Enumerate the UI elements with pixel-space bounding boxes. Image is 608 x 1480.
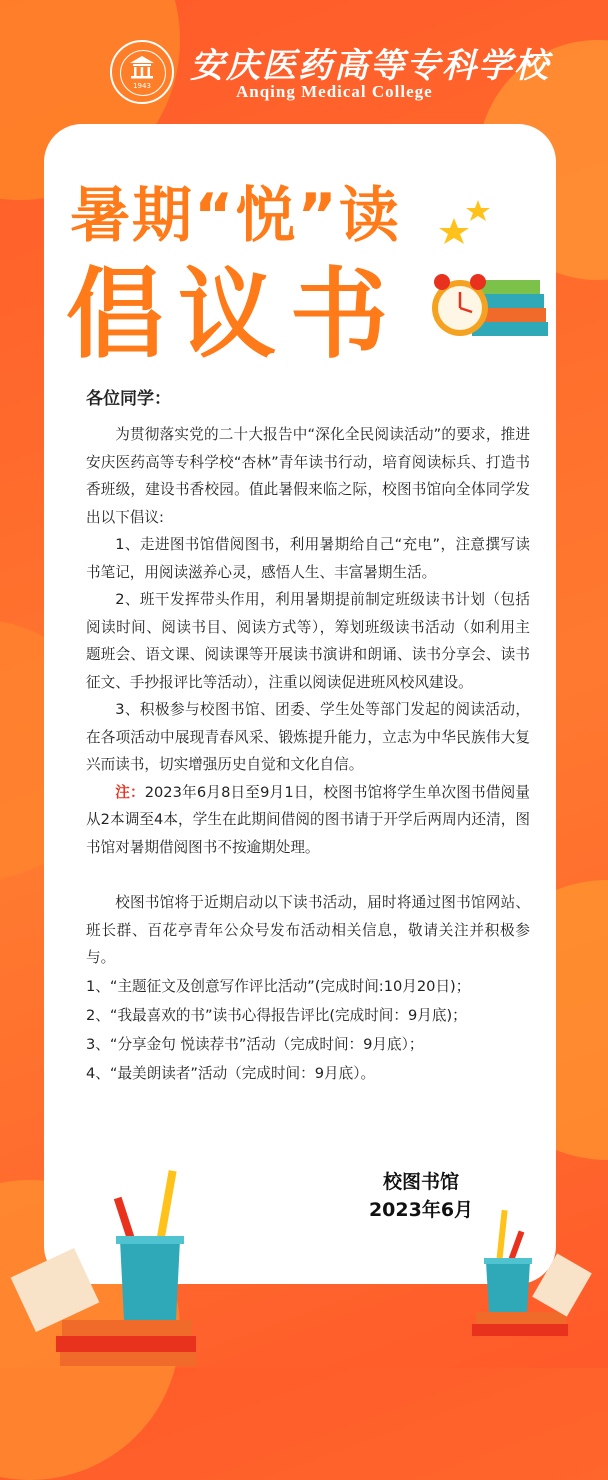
activity-item: 3、“分享金句 悦读荐书”活动（完成时间：9月底）；	[86, 1035, 424, 1053]
paragraph-item1: 1、走进图书馆借阅图书，利用暑期给自己“充电”，注意撰写读书笔记，用阅读滋养心灵，感悟人生、丰富暑期生活。	[86, 536, 530, 581]
book-icon	[476, 1312, 566, 1324]
paragraph-note	[86, 779, 530, 862]
title-line1: 暑期“悦”读	[70, 181, 401, 251]
book-icon	[56, 1336, 196, 1352]
college-name-en: Anqing Medical College	[236, 82, 433, 101]
signature-date: 2023年6月	[368, 1199, 474, 1221]
greeting: 各位同学：	[86, 389, 171, 409]
pencil-cup-icon	[486, 1262, 530, 1312]
open-book-icon	[532, 1253, 592, 1316]
college-name-cn: 安庆医药高等专科学校	[190, 46, 550, 86]
book-icon	[62, 1320, 192, 1336]
paragraph-item3: 3、积极参与校图书馆、团委、学生处等部门发起的阅读活动，在各项活动中展现青春风采、锻炼提升能力，立志为中华民族伟大复兴而读书，切实增强历史自觉和文化自信。	[86, 701, 530, 773]
paragraph-intro: 为贯彻落实党的二十大报告中“深化全民阅读活动”的要求，推进安庆医药高等专科学校“杏林”青年读书行动，培育阅读标兵、打造书香班级，建设书香校园。值此暑假来临之际，校图书馆向全体同学发出以下倡议:	[86, 426, 530, 526]
book-icon	[472, 1324, 568, 1336]
pagoda-icon	[128, 56, 156, 80]
signature	[356, 1168, 486, 1224]
title-line2: 倡议书	[66, 258, 403, 372]
signature-org: 校图书馆	[382, 1171, 459, 1193]
note-text: 2023年6月8日至9月1日，校图书馆将学生单次图书借阅量从2本调至4本，学生在此期间借阅的图书请于开学后两周内还清，图书馆对暑期借阅图书不按逾期处理。	[86, 783, 530, 856]
clock-books-illustration	[430, 186, 550, 356]
book-icon	[480, 280, 540, 294]
pencil-cup-illustration	[470, 1200, 600, 1340]
seal-year: 1943	[133, 82, 151, 90]
star-icon	[466, 200, 490, 221]
note-label: 注：	[115, 783, 145, 801]
star-icon	[439, 218, 469, 244]
book-icon	[60, 1352, 196, 1366]
paragraph-item2: 2、班干发挥带头作用，利用暑期提前制定班级读书计划（包括阅读时间、阅读书目、阅读方式等），筹划班级读书活动（如利用主题班会、语文课、阅读课等开展读书演讲和朗诵、读书分享会、读书征文、手抄报评比等活动），注重以阅读促进班风校风建设。	[86, 591, 530, 691]
paragraph-activities-intro: 校图书馆将于近期启动以下读书活动，届时将通过图书馆网站、班长群、百花亭青年公众号发布活动相关信息，敬请关注并积极参与。	[86, 894, 530, 966]
college-seal-logo	[110, 40, 174, 104]
activity-item: 2、“我最喜欢的书”读书心得报告评比(完成时间：9月底)；	[86, 1006, 467, 1024]
pencil-cup-icon	[120, 1240, 180, 1320]
pencil-cup-books-illustration	[0, 1150, 200, 1368]
activity-item: 1、“主题征文及创意写作评比活动”(完成时间:10月20日)；	[86, 977, 471, 995]
header	[0, 36, 608, 106]
book-icon	[472, 322, 548, 336]
open-book-icon	[11, 1248, 100, 1332]
activity-item: 4、“最美朗读者”活动（完成时间：9月底）。	[86, 1064, 376, 1082]
letter-body	[86, 384, 530, 1088]
